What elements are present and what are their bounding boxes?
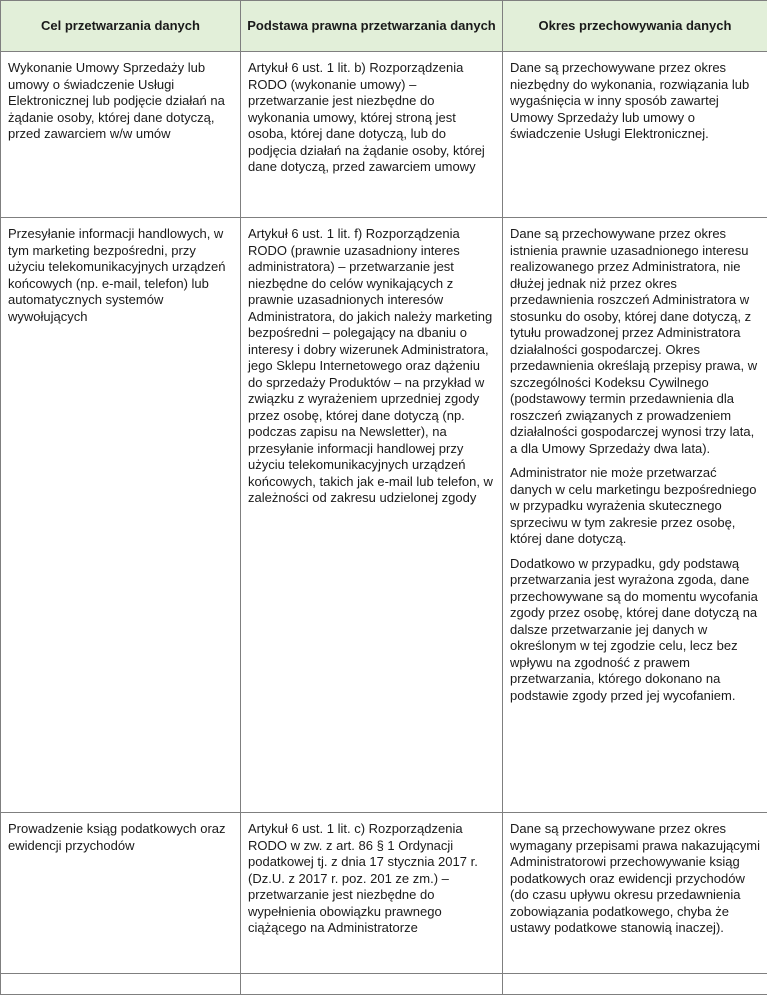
legal-basis-cell: Artykuł 6 ust. 1 lit. c) Rozporządzenia RODO w zw. z art. 86 § 1 Ordynacji podatkowej tj. z dnia 17 stycznia 2017 r. (Dz.U. z 2017 r. poz. 201 ze zm.) – przetwarzanie jest niezbędne do wypełnienia obowiązku prawnego ciążącego na Administratorze — [241, 813, 503, 974]
table-row — [1, 218, 767, 813]
table-row — [1, 52, 767, 218]
retention-cell — [503, 52, 767, 218]
table-header-row — [1, 1, 767, 52]
header-purpose: Cel przetwarzania danych — [1, 1, 241, 52]
purpose-cell: Wykonanie Umowy Sprzedaży lub umowy o świadczenie Usługi Elektronicznej lub podjęcie działań na żądanie osoby, której dane dotyczą, przed zawarciem w/w umów — [1, 52, 241, 218]
retention-paragraph: Dane są przechowywane przez okres istnienia prawnie uzasadnionego interesu realizowanego przez Administratora, nie dłużej jednak niż przez okres przedawnienia roszczeń Administratora w stosunku do osoby, której dane dotyczą, z tytułu prowadzonej przez Administratora działalności gospodarczej. Okres przedawnienia określają przepisy prawa, w szczególności Kodeksu Cywilnego (podstawowy termin przedawnienia dla roszczeń związanych z prowadzeniem działalności gospodarczej wynosi trzy lata, a dla Umowy Sprzedaży dwa lata). — [510, 226, 761, 457]
retention-cell — [503, 218, 767, 813]
header-legal-basis: Podstawa prawna przetwarzania danych — [241, 1, 503, 52]
retention-paragraph: Dane są przechowywane przez okres niezbędny do wykonania, rozwiązania lub wygaśnięcia w inny sposób zawartej Umowy Sprzedaży lub umowy o świadczenie Usługi Elektronicznej. — [510, 60, 761, 143]
retention-cell — [503, 813, 767, 974]
header-retention: Okres przechowywania danych — [503, 1, 767, 52]
retention-paragraph: Dane są przechowywane przez okres wymagany przepisami prawa nakazującymi Administratorowi przechowywanie ksiąg podatkowych oraz ewidencji przychodów (do czasu upływu okresu przedawnienia zobowiązania podatkowego, chyba że ustawy podatkowe stanowią inaczej). — [510, 821, 761, 937]
table-row — [1, 813, 767, 974]
retention-paragraph: Administrator nie może przetwarzać danych w celu marketingu bezpośredniego w przypadku wyrażenia skutecznego sprzeciwu w tym zakresie przez osobę, której dane dotyczą. — [510, 465, 761, 548]
purpose-cell: Prowadzenie ksiąg podatkowych oraz ewidencji przychodów — [1, 813, 241, 974]
retention-paragraph: Dodatkowo w przypadku, gdy podstawą przetwarzania jest wyrażona zgoda, dane przechowywane są do momentu wycofania zgody przez osobę, której dane dotyczą na dalsze przetwarzanie jej danych w określonym w tej zgodzie celu, lecz bez wpływu na zgodność z prawem przetwarzania, którego dokonano na podstawie zgody przed jej wycofaniem. — [510, 556, 761, 705]
purpose-cell: Przesyłanie informacji handlowych, w tym marketing bezpośredni, przy użyciu telekomunikacyjnych urządzeń końcowych (np. e-mail, telefon) lub automatycznych systemów wywołujących — [1, 218, 241, 813]
legal-basis-cell: Artykuł 6 ust. 1 lit. f) Rozporządzenia RODO (prawnie uzasadniony interes administratora) – przetwarzanie jest niezbędne do celów wynikających z prawnie uzasadnionych interesów Administratora, do jakich należy marketing bezpośredni – polegający na dbaniu o interesy i dobry wizerunek Administratora, jego Sklepu Internetowego oraz dążeniu do sprzedaży Produktów – na przykład w związku z wyrażeniem uprzedniej zgody przez osobę, której dane dotyczą (np. podczas zapisu na Newsletter), na przesyłanie informacji handlowej przy użyciu telekomunikacyjnych urządzeń końcowych, takich jak e-mail lub telefon, w zależności od zakresu udzielonej zgody — [241, 218, 503, 813]
legal-basis-cell: Artykuł 6 ust. 1 lit. b) Rozporządzenia RODO (wykonanie umowy) – przetwarzanie jest niezbędne do wykonania umowy, której stroną jest osoba, której dane dotyczą, lub do podjęcia działań na żądanie osoby, której dane dotyczą, przed zawarciem umowy — [241, 52, 503, 218]
